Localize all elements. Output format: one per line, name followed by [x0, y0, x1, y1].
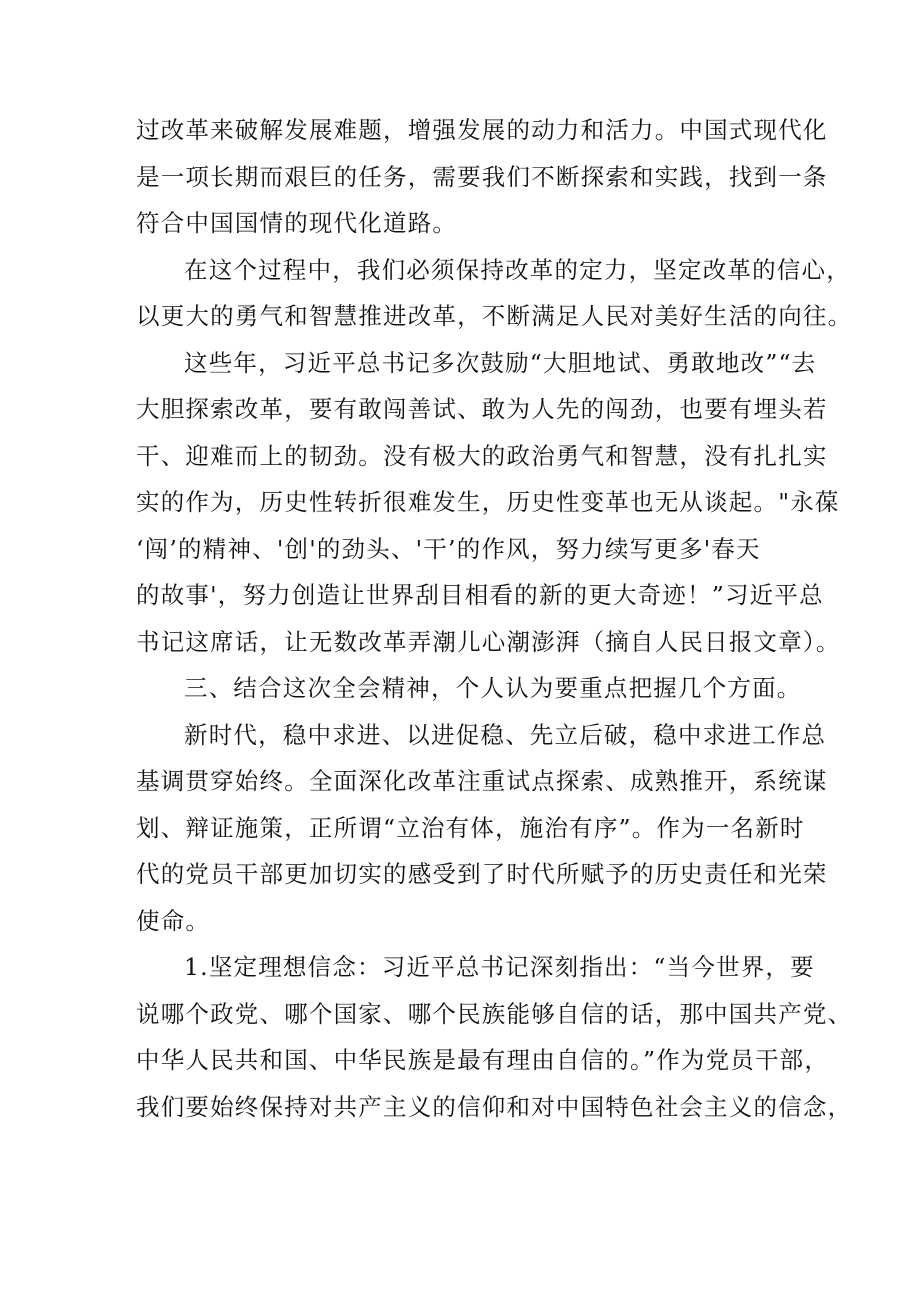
text-line: 以更大的勇气和智慧推进改革，不断满足人民对美好生活的向往。 — [136, 302, 853, 330]
text-line: 我们要始终保持对共产主义的信仰和对中国特色社会主义的信念， — [136, 1092, 853, 1121]
text-line: 的故事'，努力创造让世界刮目相看的新的更大奇迹！”习近平总 — [136, 581, 824, 609]
text-line: 基调贯穿始终。全面深化改革注重试点探索、成熟推开，系统谋 — [136, 767, 828, 795]
text-line: 中华人民共和国、中华民族是最有理由自信的。”作为党员干部， — [136, 1046, 830, 1074]
text-line: 新时代，稳中求进、以进促稳、先立后破，稳中求进工作总 — [184, 720, 827, 749]
paragraph-6 — [136, 944, 853, 1130]
text-line: 划、辩证施策，正所谓“立治有体，施治有序”。作为一名新时 — [136, 813, 805, 842]
text-line: 过改革来破解发展难题，增强发展的动力和活力。中国式现代化 — [136, 116, 828, 144]
paragraph-2 — [136, 247, 853, 340]
paragraph-1 — [136, 107, 828, 247]
section-heading — [136, 665, 802, 712]
text-line: 1.坚定理想信念：习近平总书记深刻指出：“当今世界，要 — [184, 953, 815, 981]
text-line: 在这个过程中，我们必须保持改革的定力，坚定改革的信心， — [184, 255, 851, 284]
paragraph-5 — [136, 712, 828, 945]
text-line: 使命。 — [136, 906, 211, 935]
text-line: 实的作为，历史性转折很难发生，历史性变革也无从谈起。"永葆 — [136, 488, 840, 516]
text-line: 是一项长期而艰巨的任务，需要我们不断探索和实践，找到一条 — [136, 162, 828, 191]
text-line: 这些年，习近平总书记多次鼓励“大胆地试、勇敢地改”“去 — [184, 348, 817, 377]
text-line: 大胆探索改革，要有敢闯善试、敢为人先的闯劲，也要有埋头若 — [136, 395, 828, 423]
document-body — [136, 107, 853, 1130]
text-line: ‘闯’的精神、'创'的劲头、'干’的作风，努力续写更多'春天 — [136, 534, 761, 563]
text-line: 三、结合这次全会精神，个人认为要重点把握几个方面。 — [184, 674, 802, 702]
text-line: 书记这席话，让无数改革弄潮儿心潮澎湃（摘自人民日报文章）。 — [136, 627, 841, 656]
paragraph-3 — [136, 340, 841, 666]
text-line: 干、迎难而上的韧劲。没有极大的政治勇气和智慧，没有扎扎实 — [136, 441, 828, 470]
text-line: 说哪个政党、哪个国家、哪个民族能够自信的话，那中国共产党、 — [136, 999, 853, 1028]
text-line: 符合中国国情的现代化道路。 — [136, 209, 458, 237]
text-line: 代的党员干部更加切实的感受到了时代所赋予的历史责任和光荣 — [136, 860, 828, 888]
